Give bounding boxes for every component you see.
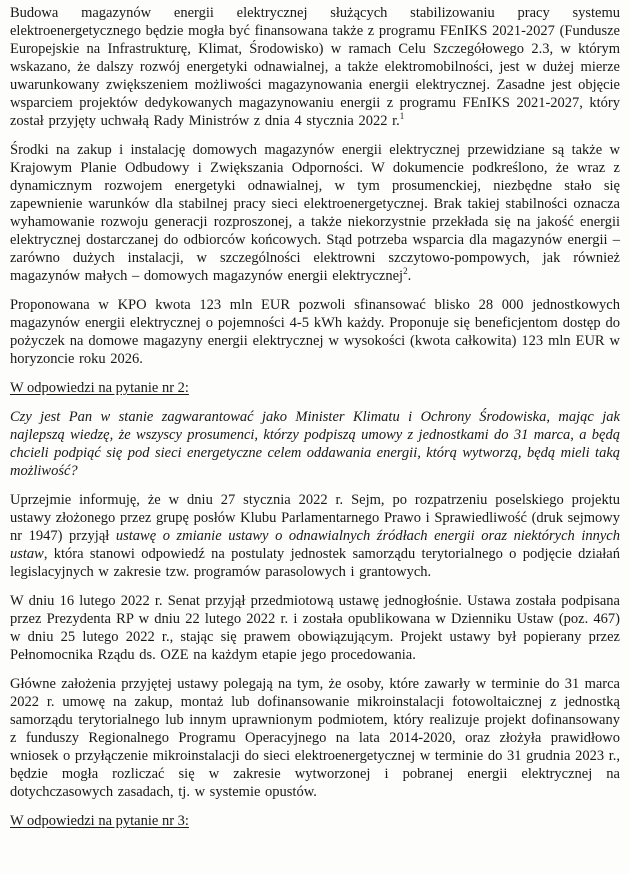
text-run: Uprzejmie informuję, że w dniu 27 stycznia 2022 r. Sejm, po rozpatrzeniu poselskiego projektu ustawy złożonego przez grupę posłów Klubu Parlamentarnego Prawo i Sprawiedliwość (druk sejmowy nr 1947) przyjął — [10, 492, 620, 544]
text-run: , która stanowi odpowiedź na postulaty jednostek samorządu terytorialnego o podjęcie działań legislacyjnych w zakresie tzw. programów parasolowych i grantowych. — [10, 546, 620, 580]
paragraph-feniks-funding — [10, 4, 620, 130]
text-run: . — [407, 268, 412, 284]
paragraph-question-2 — [10, 408, 620, 480]
footnote-marker: 1 — [399, 111, 405, 122]
paragraph-kpo-home-storage — [10, 141, 620, 285]
text-run: Środki na zakup i instalację domowych magazynów energii elektrycznej przewidziane są także w Krajowym Planie Odbudowy i Zwiększania Odporności. W dokumencie podkreślono, że wraz z dynamicznym rozwojem energetyki odnawialnej, w tym prosumenckiej, niezbędne stało się zapewnienie warunków dla stabilnej pracy sieci elektroenergetycznej. Brak takiej stabilności oznacza wyhamowanie rozwoju generacji rozproszonej, a także niekorzystnie przekłada się na jakość energii elektrycznej dostarczanej do odbiorców końcowych. Stąd potrzeba wsparcia dla magazynów energii – zarówno dużych instalacji, w szczególności elektrowni szczytowo-pompowych, jak również magazynów małych – domowych magazynów energii elektrycznej — [10, 142, 620, 284]
text-run: W dniu 16 lutego 2022 r. Senat przyjął przedmiotową ustawę jednogłośnie. Ustawa została podpisana przez Prezydenta RP w dniu 22 lutego 2022 r. i została opublikowana w Dzienniku Ustaw (poz. 467) w dniu 25 lutego 2022 r., stając się prawem obowiązującym. Projekt ustawy był popierany przez Pełnomocnika Rządu ds. OZE na każdym etapie jego procedowania. — [10, 593, 620, 663]
text-run: Główne założenia przyjętej ustawy polegają na tym, że osoby, które zawarły w terminie do 31 marca 2022 r. umowę na zakup, montaż lub dofinansowanie mikroinstalacji fotowoltaicznej z jednostką samorządu terytorialnego lub innym uprawnionym podmiotem, który realizuje projekt dofinansowany z funduszy Regionalnego Programu Operacyjnego na lata 2014-2020, oraz złożyła prawidłowo wniosek o przyłączenie mikroinstalacji do sieci elektroenergetycznej w terminie do 31 grudnia 2023 r., będzie mogła rozliczać się w zakresie wytworzonej i pobranej energii elektrycznej na dotychczasowych zasadach, tj. w systemie opustów. — [10, 676, 620, 800]
document-body — [10, 4, 620, 830]
text-run: ustawę o zmianie ustawy o odnawialnych źródłach energii oraz niektórych innych ustaw — [10, 528, 620, 562]
footnote-marker: 2 — [403, 266, 408, 277]
heading-answer-question-2 — [10, 379, 620, 397]
text-run: Budowa magazynów energii elektrycznej służących stabilizowaniu pracy systemu elektroenergetycznego będzie mogła być finansowana także z programu FEnIKS 2021-2027 (Fundusze Europejskie na Infrastrukturę, Klimat, Środowisko) w ramach Celu Szczegółowego 2.3, w którym wskazano, że dalszy rozwój energetyki odnawialnej, a także elektromobilności, jest w dużej mierze uwarunkowany zwiększeniem możliwości magazynowania energii elektrycznej. Zasadne jest objęcie wsparciem projektów dedykowanych magazynowaniu energii z programu FEnIKS 2021-2027, który został przyjęty uchwałą Rady Ministrów z dnia 4 stycznia 2022 r. — [10, 5, 620, 129]
text-run: W odpowiedzi na pytanie nr 3: — [10, 813, 189, 829]
text-run: Proponowana w KPO kwota 123 mln EUR pozwoli sfinansować blisko 28 000 jednostkowych magazynów energii elektrycznej o pojemności 4-5 kWh każdy. Proponuje się beneficjentom dostęp do pożyczek na domowe magazyny energii elektrycznej w wysokości (kwota całkowita) 123 mln EUR w horyzoncie roku 2026. — [10, 297, 620, 367]
text-run: Czy jest Pan w stanie zagwarantować jako Minister Klimatu i Ochrony Środowiska, mając jak najlepszą wiedzę, że wszyscy prosumenci, którzy podpiszą umowy z jednostkami do 31 marca, a będą chcieli podpiąć się pod sieci energetyczne celem oddawania energii, którą wytworzą, będą mieli taką możliwość? — [10, 409, 620, 479]
paragraph-senat-president — [10, 592, 620, 664]
paragraph-sejm-act — [10, 491, 620, 581]
paragraph-act-provisions — [10, 675, 620, 801]
heading-answer-question-3 — [10, 812, 620, 830]
text-run: W odpowiedzi na pytanie nr 2: — [10, 380, 189, 396]
paragraph-kpo-amount — [10, 296, 620, 368]
